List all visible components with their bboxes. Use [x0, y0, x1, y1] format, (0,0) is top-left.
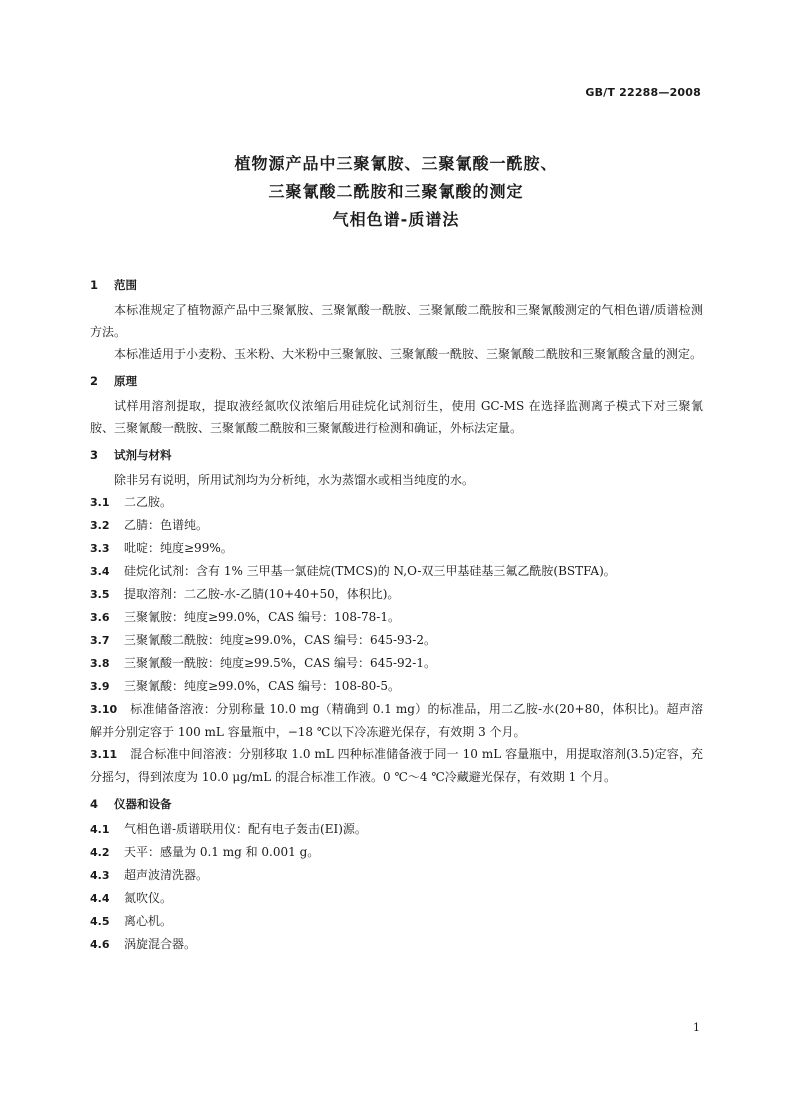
item-number: 3.2 — [90, 519, 110, 532]
section-title: 原理 — [114, 374, 137, 388]
item-text: 三聚氰酸一酰胺：纯度≥99.5%，CAS 编号：645-92-1。 — [124, 656, 436, 670]
list-item — [90, 841, 703, 864]
section-number: 3 — [90, 448, 99, 462]
item-number: 3.10 — [90, 703, 118, 716]
item-number: 3.9 — [90, 680, 110, 693]
section-number: 4 — [90, 797, 99, 811]
item-text: 二乙胺。 — [124, 495, 173, 509]
title-line-1: 植物源产品中三聚氰胺、三聚氰酸一酰胺、 — [234, 154, 558, 173]
item-number: 4.3 — [90, 869, 110, 882]
item-number: 3.8 — [90, 657, 110, 670]
standard-code: GB/T 22288—2008 — [585, 86, 701, 99]
item-number: 4.4 — [90, 892, 110, 905]
list-item — [90, 560, 703, 583]
item-text: 离心机。 — [124, 914, 173, 928]
title-line-3: 气相色谱-质谱法 — [332, 210, 460, 229]
list-item — [90, 514, 703, 537]
item-text: 三聚氰酸二酰胺：纯度≥99.0%，CAS 编号：645-93-2。 — [124, 633, 436, 647]
list-item — [90, 864, 703, 887]
item-text: 气相色谱-质谱联用仪：配有电子轰击(EI)源。 — [124, 822, 367, 836]
item-number: 4.5 — [90, 915, 110, 928]
document-body — [90, 275, 703, 956]
item-number: 3.6 — [90, 611, 110, 624]
item-number: 3.3 — [90, 542, 110, 555]
item-number: 3.5 — [90, 588, 110, 601]
item-number: 4.6 — [90, 938, 110, 951]
list-item — [90, 652, 703, 675]
item-number: 4.2 — [90, 846, 110, 859]
list-item — [90, 583, 703, 606]
list-item — [90, 887, 703, 910]
item-text: 氮吹仪。 — [124, 891, 173, 905]
section-heading-reagents — [90, 445, 703, 465]
list-item — [90, 818, 703, 841]
section-number: 2 — [90, 374, 99, 388]
section-heading-scope — [90, 275, 703, 295]
document-title — [0, 150, 792, 234]
item-number: 3.7 — [90, 634, 110, 647]
item-number: 3.11 — [90, 748, 118, 761]
item-text: 混合标准中间溶液：分别移取 1.0 mL 四种标准储备液于同一 10 mL 容量瓶中，用提取溶剂(3.5)定容，充分摇匀，得到浓度为 10.0 μg/mL 的混合标准工作液。0 ℃～4 ℃冷藏避光保存，有效期 1 个月。 — [90, 747, 703, 784]
item-text: 提取溶剂：二乙胺-水-乙腈(10+40+50，体积比)。 — [124, 587, 400, 601]
item-text: 吡啶：纯度≥99%。 — [124, 541, 233, 555]
item-text: 硅烷化试剂：含有 1% 三甲基一氯硅烷(TMCS)的 N,O-双三甲基硅基三氟乙酰胺(BSTFA)。 — [124, 564, 616, 578]
list-item — [90, 910, 703, 933]
section-heading-principle — [90, 371, 703, 391]
item-text: 三聚氰酸：纯度≥99.0%，CAS 编号：108-80-5。 — [124, 679, 400, 693]
item-text: 天平：感量为 0.1 mg 和 0.001 g。 — [124, 845, 320, 859]
paragraph: 除非另有说明，所用试剂均为分析纯，水为蒸馏水或相当纯度的水。 — [114, 473, 475, 487]
item-text: 三聚氰胺：纯度≥99.0%，CAS 编号：108-78-1。 — [124, 610, 400, 624]
paragraph: 本标准规定了植物源产品中三聚氰胺、三聚氰酸一酰胺、三聚氰酸二酰胺和三聚氰酸测定的气相色谱/质谱检测方法。 — [90, 303, 703, 339]
page-number: 1 — [693, 1021, 700, 1034]
item-number: 3.1 — [90, 496, 110, 509]
paragraph: 本标准适用于小麦粉、玉米粉、大米粉中三聚氰胺、三聚氰酸一酰胺、三聚氰酸二酰胺和三聚氰酸含量的测定。 — [114, 347, 703, 361]
item-text: 标准储备溶液：分别称量 10.0 mg（精确到 0.1 mg）的标准品，用二乙胺-水(20+80，体积比)。超声溶解并分别定容于 100 mL 容量瓶中，−18 ℃以下冷冻避光保存，有效期 3 个月。 — [90, 702, 703, 739]
item-text: 乙腈：色谱纯。 — [124, 518, 209, 532]
list-item — [90, 629, 703, 652]
item-text: 涡旋混合器。 — [124, 937, 197, 951]
section-title: 范围 — [114, 278, 137, 292]
section-title: 试剂与材料 — [114, 448, 172, 462]
list-item — [90, 743, 703, 788]
section-title: 仪器和设备 — [114, 797, 172, 811]
section-heading-apparatus — [90, 794, 703, 814]
list-item — [90, 537, 703, 560]
list-item — [90, 606, 703, 629]
item-number: 4.1 — [90, 823, 110, 836]
list-item — [90, 933, 703, 956]
paragraph: 试样用溶剂提取，提取液经氮吹仪浓缩后用硅烷化试剂衍生，使用 GC-MS 在选择监测离子模式下对三聚氰胺、三聚氰酸一酰胺、三聚氰酸二酰胺和三聚氰酸进行检测和确证，外标法定量。 — [90, 399, 703, 435]
section-number: 1 — [90, 278, 99, 292]
title-line-2: 三聚氰酸二酰胺和三聚氰酸的测定 — [268, 182, 524, 201]
item-text: 超声波清洗器。 — [124, 868, 209, 882]
item-number: 3.4 — [90, 565, 110, 578]
list-item — [90, 675, 703, 698]
list-item — [90, 698, 703, 743]
list-item — [90, 491, 703, 514]
